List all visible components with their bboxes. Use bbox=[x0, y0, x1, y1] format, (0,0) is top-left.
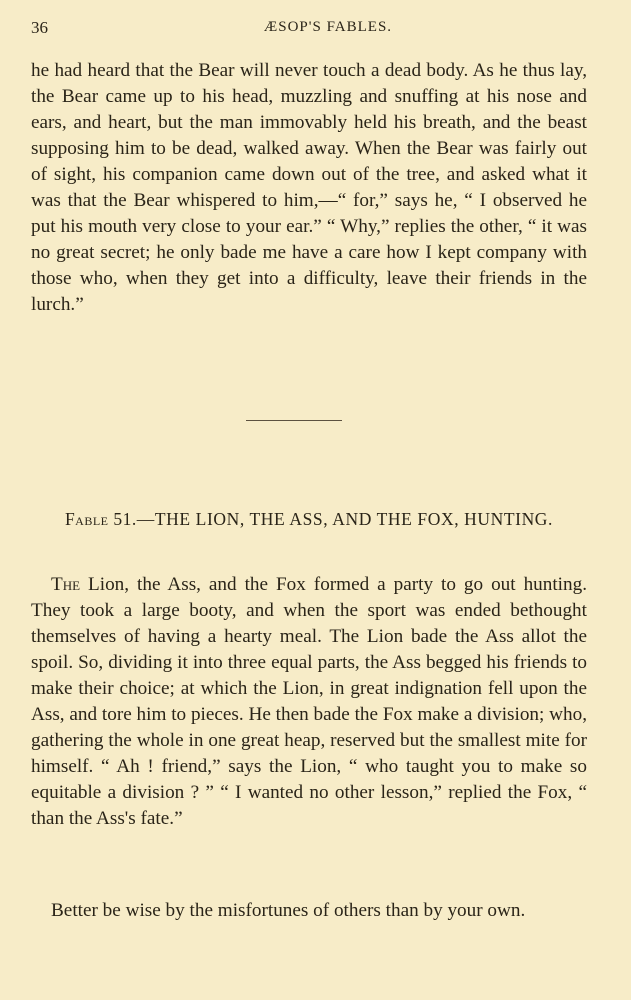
page-header bbox=[31, 18, 585, 42]
page-number: 36 bbox=[31, 18, 48, 37]
running-head: ÆSOP'S FABLES. bbox=[263, 19, 393, 35]
fable-heading bbox=[31, 507, 587, 531]
fable-first-word: The bbox=[51, 574, 81, 595]
continued-paragraph: he had heard that the Bear will never touch a dead body. As he thus lay, the Bear came up to his head, muzzling and snuffing at his nose and ears, and heart, but the man immovably held his breath, and the beast supposing him to be dead, walked away. When the Bear was fairly out of sight, his companion came down out of the tree, and asked what it was that the Bear whispered to him,—“ for,” says he, “ I observed he put his mouth very close to your ear.” “ Why,” replies the other, “ it was no great secret; he only bade me have a care how I kept company with those who, when they get into a difficulty, leave their friends in the lurch.” bbox=[31, 60, 587, 315]
fable-title: —THE LION, THE ASS, AND THE FOX, HUNTING. bbox=[136, 509, 554, 529]
section-divider bbox=[246, 420, 342, 421]
fable-number: Fable 51. bbox=[64, 509, 137, 529]
fable-moral: Better be wise by the misfortunes of others than by your own. bbox=[51, 900, 526, 921]
fable-body bbox=[31, 572, 587, 832]
fable-body-text: Lion, the Ass, and the Fox formed a party to go out hunting. They took a large booty, and when the sport was ended bethought themselves of having a hearty meal. The Lion bade the Ass allot the spoil. So, dividing it into three equal parts, the Ass begged his friends to make their choice; at which the Lion, in great indignation fell upon the Ass, and tore him to pieces. He then bade the Fox make a division; who, gathering the whole in one great heap, reserved but the smallest mite for himself. “ Ah ! friend,” says the Lion, “ who taught you to make so equitable a division ? ” “ I wanted no other lesson,” replied the Fox, “ than the Ass's fate.” bbox=[31, 574, 587, 829]
